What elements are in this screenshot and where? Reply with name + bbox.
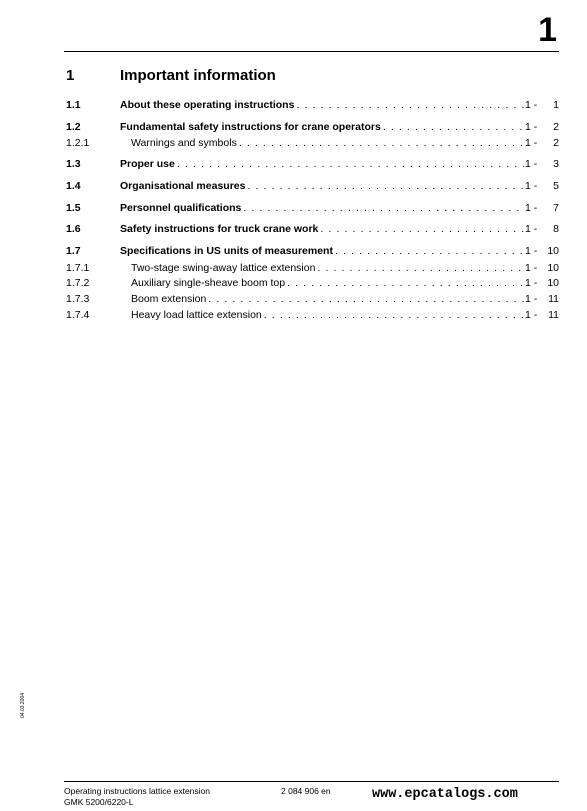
footer-title: Operating instructions lattice extension (64, 786, 210, 796)
toc-entry[interactable] (66, 261, 559, 275)
toc-entry-chapter: 1 - (525, 223, 538, 235)
footer-model: GMK 5200/6220-L (64, 797, 134, 807)
toc-entry[interactable] (66, 120, 559, 134)
toc-entry[interactable] (66, 179, 559, 193)
toc-entry-page: 7 (553, 202, 559, 214)
toc-entry-title: Specifications in US units of measurement (120, 245, 333, 257)
toc-entry-page: 2 (553, 121, 559, 133)
toc-entry-number: 1.7.4 (66, 309, 90, 321)
toc-entry-title-wrap (131, 292, 524, 306)
toc-entry-title: Fundamental safety instructions for crane operators (120, 121, 381, 133)
toc-entry-chapter: 1 - (525, 202, 538, 214)
toc-entry-chapter: 1 - (525, 309, 538, 321)
toc-entry-chapter: 1 - (525, 245, 538, 257)
dot-leader (317, 261, 524, 275)
toc-entry-number: 1.5 (66, 202, 81, 214)
toc-entry-title: Auxiliary single-sheave boom top (131, 277, 286, 289)
toc-entry-title-wrap (120, 244, 524, 258)
dot-leader (239, 136, 524, 150)
toc-entry-chapter: 1 - (525, 293, 538, 305)
toc-entry-title-wrap (131, 308, 524, 322)
dot-leader (383, 120, 524, 134)
toc-entry-chapter: 1 - (525, 99, 538, 111)
heading-title: Important information (120, 67, 276, 84)
toc-entry-title: Boom extension (131, 293, 207, 305)
toc-entry-page: 3 (553, 158, 559, 170)
toc-entry[interactable] (66, 157, 559, 171)
toc-entry-title: About these operating instructions (120, 99, 295, 111)
toc-entry[interactable] (66, 276, 559, 290)
toc-entry-title-wrap (131, 136, 524, 150)
toc-entry-page: 10 (547, 277, 559, 289)
toc-entry-number: 1.3 (66, 158, 81, 170)
dot-leader (335, 244, 524, 258)
toc-entry-number: 1.7.3 (66, 293, 90, 305)
toc-entry-chapter: 1 - (525, 277, 538, 289)
toc-entry-page: 2 (553, 137, 559, 149)
dot-leader (287, 276, 524, 290)
top-divider (64, 51, 559, 52)
toc-entry-title: Safety instructions for truck crane work (120, 223, 319, 235)
toc-entry-title-wrap (120, 222, 524, 236)
toc-entry-chapter: 1 - (525, 262, 538, 274)
toc-entry[interactable] (66, 201, 559, 215)
dot-leader (320, 222, 524, 236)
dot-leader (247, 179, 524, 193)
toc-entry-page: 1 (553, 99, 559, 111)
toc-entry[interactable] (66, 136, 559, 150)
toc-entry[interactable] (66, 98, 559, 112)
toc-entry[interactable] (66, 222, 559, 236)
toc-entry-number: 1.7 (66, 245, 81, 257)
toc-entry-number: 1.2 (66, 121, 81, 133)
footer-doc-number: 2 084 906 en (281, 786, 331, 796)
toc-entry-number: 1.6 (66, 223, 81, 235)
toc-entry-page: 10 (547, 245, 559, 257)
toc-entry-page: 10 (547, 262, 559, 274)
toc-entry-number: 1.4 (66, 180, 81, 192)
toc-entry-title-wrap (131, 261, 524, 275)
toc-entry-page: 11 (548, 293, 559, 305)
toc-entry-title-wrap (120, 157, 524, 171)
toc-entry-title: Proper use (120, 158, 175, 170)
watermark-link[interactable]: www.epcatalogs.com (372, 787, 518, 802)
toc-entry[interactable] (66, 244, 559, 258)
toc-entry-chapter: 1 - (525, 121, 538, 133)
toc-entry[interactable] (66, 308, 559, 322)
toc-entry-title: Heavy load lattice extension (131, 309, 262, 321)
toc-entry-title: Organisational measures (120, 180, 246, 192)
heading-number: 1 (66, 67, 75, 84)
toc-entry[interactable] (66, 292, 559, 306)
dot-leader (264, 308, 524, 322)
bottom-divider (64, 781, 559, 782)
toc-entry-title: Personnel qualifications (120, 202, 242, 214)
toc-entry-page: 11 (548, 309, 559, 321)
dot-leader (208, 292, 524, 306)
toc-entry-number: 1.7.1 (66, 262, 90, 274)
toc-entry-page: 8 (553, 223, 559, 235)
toc-entry-title-wrap (120, 120, 524, 134)
side-date-stamp: 04.03.2004 (20, 692, 26, 718)
toc-entry-number: 1.7.2 (66, 277, 90, 289)
toc-entry-title: Warnings and symbols (131, 137, 237, 149)
toc-entry-number: 1.2.1 (66, 137, 90, 149)
toc-entry-chapter: 1 - (525, 180, 538, 192)
toc-entry-number: 1.1 (66, 99, 81, 111)
toc-entry-page: 5 (553, 180, 559, 192)
toc-entry-title-wrap (120, 201, 524, 215)
toc-entry-title-wrap (120, 98, 524, 112)
toc-entry-title: Two-stage swing-away lattice extension (131, 262, 316, 274)
toc-entry-title-wrap (120, 179, 524, 193)
toc-entry-title-wrap (131, 276, 524, 290)
dot-leader (296, 98, 524, 112)
toc-entry-chapter: 1 - (525, 137, 538, 149)
dot-leader (243, 201, 524, 215)
dot-leader (177, 157, 524, 171)
chapter-number: 1 (538, 11, 557, 49)
toc-entry-chapter: 1 - (525, 158, 538, 170)
